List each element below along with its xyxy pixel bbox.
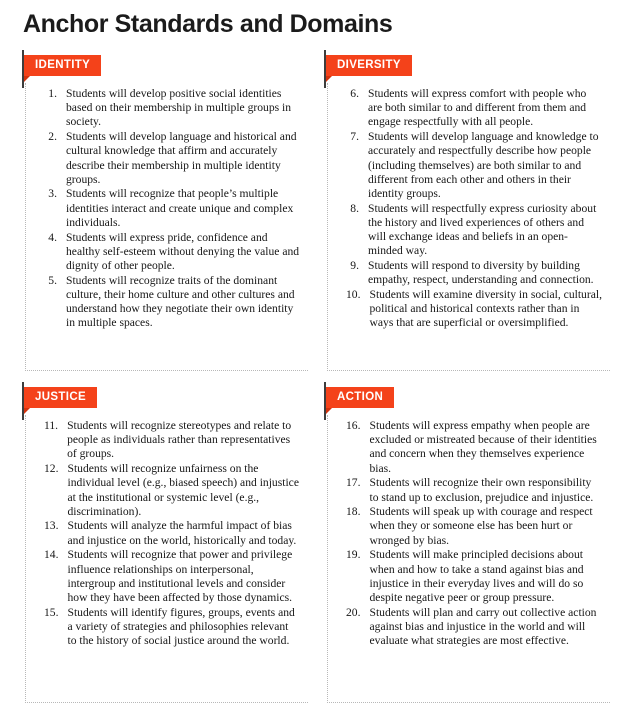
standard-text: Students will recognize stereotypes and relate to people as individuals rather than representatives of groups. — [67, 419, 292, 461]
standard-text: Students will develop language and knowledge to accurately and respectfully describe how people (including themselves) are both similar to and different from each other and others in their identity groups. — [368, 130, 599, 200]
domain-ribbon-diversity — [324, 49, 623, 81]
standard-number: 11. — [44, 419, 59, 432]
standard-item — [346, 259, 602, 287]
standard-item — [44, 462, 300, 519]
domain-ribbon-identity — [22, 49, 321, 81]
domain-panel-justice — [19, 381, 321, 711]
domain-ribbon-justice — [22, 381, 321, 413]
ribbon-banner — [325, 387, 394, 408]
standard-number: 8. — [350, 201, 359, 215]
standard-number: 15. — [44, 605, 59, 619]
standard-item — [44, 87, 300, 130]
standard-text: Students will develop language and historical and cultural knowledge that affirm and accurately describe their membership in multiple identity groups. — [66, 130, 297, 186]
standard-number: 14. — [44, 548, 59, 562]
standard-number: 9. — [350, 258, 359, 272]
standard-item — [346, 288, 602, 331]
standard-text: Students will respond to diversity by building empathy, respect, understanding and connection. — [368, 258, 594, 287]
standards-box-action — [327, 415, 610, 703]
standard-item — [346, 419, 602, 476]
standard-text: Students will express pride, confidence and healthy self-esteem without denying the value and dignity of other people. — [66, 230, 300, 272]
standard-number: 16. — [346, 419, 361, 432]
standard-text: Students will speak up with courage and respect when they or someone else has been hurt or wronged by bias. — [369, 505, 593, 547]
standard-text: Students will identify figures, groups, events and a variety of strategies and philosophies relevant to the history of social justice around the world. — [67, 605, 295, 648]
ribbon-fold-icon — [325, 408, 332, 415]
standard-text: Students will develop positive social identities based on their membership in multiple groups in society. — [66, 87, 292, 129]
standard-item — [44, 130, 300, 187]
standard-number: 7. — [350, 130, 359, 144]
standard-text: Students will express comfort with people who are both similar to and different from them and engage respectfully with all people. — [368, 87, 587, 129]
standard-number: 17. — [346, 476, 361, 490]
standard-text: Students will plan and carry out collective action against bias and injustice in the world and will evaluate what strategies are most effective. — [369, 605, 597, 648]
standards-list-diversity — [328, 83, 610, 330]
standard-item — [346, 87, 602, 130]
standard-text: Students will recognize that people’s multiple identities interact and create unique and complex individuals. — [66, 187, 294, 229]
domain-panel-identity — [19, 49, 321, 379]
standard-text: Students will make principled decisions about when and how to take a stand against bias and injustice in their everyday lives and will do so despite negative peer or group pressure. — [369, 548, 584, 604]
standards-list-identity — [26, 83, 308, 330]
domain-label-action: ACTION — [337, 390, 384, 403]
standard-number: 4. — [48, 230, 57, 244]
standards-box-justice — [25, 415, 308, 703]
standard-text: Students will recognize their own responsibility to stand up to exclusion, prejudice and injustice. — [369, 476, 594, 504]
standard-item — [346, 548, 602, 605]
standard-item — [346, 202, 602, 259]
domain-ribbon-action — [324, 381, 623, 413]
standards-list-justice — [26, 415, 308, 648]
standard-text: Students will respectfully express curiosity about the history and lived experiences of others and will exchange ideas and beliefs in an open-minded way. — [368, 201, 597, 258]
ribbon-banner — [325, 55, 412, 76]
standard-item — [346, 505, 602, 548]
standard-text: Students will recognize that power and privilege influence relationships on interpersonal, intergroup and institutional levels and consider how they have been affected by those dynamics. — [67, 548, 293, 604]
standard-text: Students will recognize unfairness on the individual level (e.g., biased speech) and injustice at the institutional or systemic level (e.g., discrimination). — [67, 462, 299, 518]
domain-label-identity: IDENTITY — [35, 58, 91, 71]
standard-number: 6. — [350, 87, 359, 100]
standard-number: 18. — [346, 505, 361, 519]
standard-item — [346, 476, 602, 504]
standard-number: 13. — [44, 519, 59, 533]
standard-item — [346, 606, 602, 649]
standard-number: 20. — [346, 605, 361, 619]
standard-number: 2. — [48, 130, 57, 144]
domain-panel-action — [321, 381, 623, 711]
standard-text: Students will examine diversity in social, cultural, political and historical contexts rather than in ways that are superficial or oversimplified. — [369, 287, 602, 330]
ribbon-banner — [23, 55, 101, 76]
standard-item — [44, 187, 300, 230]
standard-item — [44, 231, 300, 274]
ribbon-fold-icon — [325, 76, 332, 83]
standard-text: Students will analyze the harmful impact of bias and injustice on the world, historically and today. — [67, 519, 297, 547]
ribbon-pole-icon — [22, 382, 24, 420]
ribbon-banner — [23, 387, 97, 408]
ribbon-pole-icon — [22, 50, 24, 88]
page-title: Anchor Standards and Domains — [23, 10, 393, 38]
standard-item — [44, 606, 300, 649]
standard-text: Students will express empathy when people are excluded or mistreated because of their identities and concern when they themselves experience bias. — [369, 419, 597, 475]
standard-number: 12. — [44, 462, 59, 476]
standard-number: 19. — [346, 548, 361, 562]
domain-label-diversity: DIVERSITY — [337, 58, 401, 71]
standards-box-identity — [25, 83, 308, 371]
standard-number: 5. — [48, 273, 57, 287]
standard-item — [44, 274, 300, 331]
domain-label-justice: JUSTICE — [35, 390, 87, 403]
standard-item — [44, 548, 300, 605]
standard-item — [44, 419, 300, 462]
standard-number: 1. — [48, 87, 57, 100]
domain-panel-diversity — [321, 49, 623, 379]
ribbon-fold-icon — [23, 76, 30, 83]
ribbon-fold-icon — [23, 408, 30, 415]
standards-box-diversity — [327, 83, 610, 371]
standard-text: Students will recognize traits of the dominant culture, their home culture and other cultures and understand how they negotiate their own identity in multiple spaces. — [66, 273, 295, 330]
standard-number: 3. — [48, 187, 57, 201]
ribbon-pole-icon — [324, 50, 326, 88]
domains-grid — [0, 49, 623, 711]
standard-number: 10. — [346, 287, 361, 301]
ribbon-pole-icon — [324, 382, 326, 420]
standard-item — [346, 130, 602, 201]
standard-item — [44, 519, 300, 547]
standards-list-action — [328, 415, 610, 648]
